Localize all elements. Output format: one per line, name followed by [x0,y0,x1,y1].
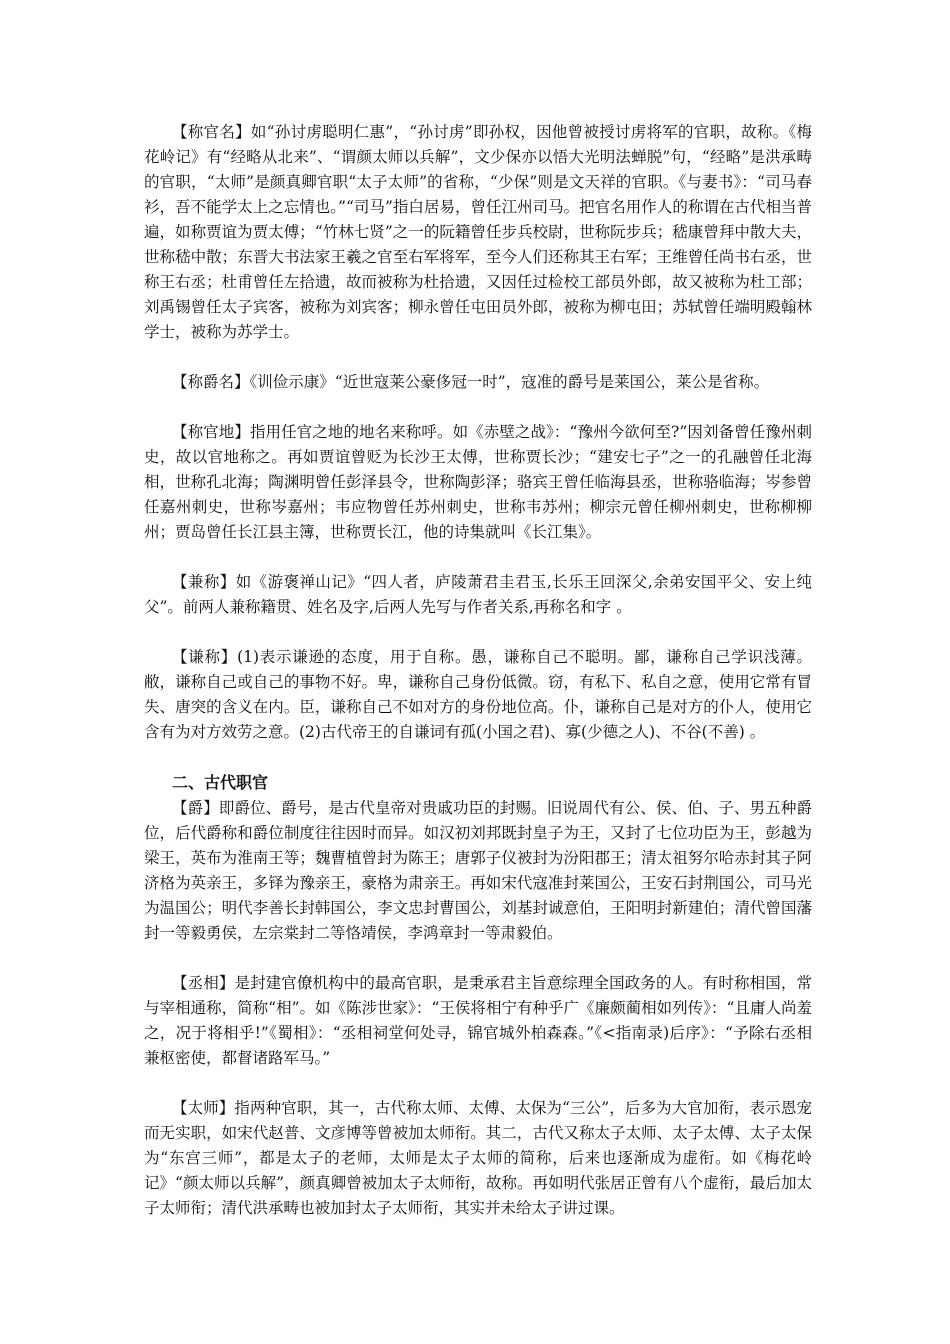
paragraph-tai-shi [144,1096,812,1221]
paragraph-text: (1)表示谦逊的态度，用于自称。愚，谦称自己不聪明。鄙，谦称自己学识浅薄。敝，谦称自己或自己的事物不好。卑，谦称自己身份低微。窃，有私下、私自之意，使用它常有冒失、唐突的含义在内。臣，谦称自己不如对方的身份地位高。仆，谦称自己是对方的仆人，使用它含有为对方效劳之意。(2)古代帝王的自谦词有孤(小国之君)、寡(少德之人)、不谷(不善) 。 [144,648,812,741]
term-label: 【丞相】 [172,974,235,992]
paragraph-text: 如“孙讨虏聪明仁惠”，“孙讨虏”即孙权，因他曾被授讨虏将军的官职，故称。《梅花岭记》有“经略从北来”、“谓颜太师以兵解”，文少保亦以悟大光明法蝉脱”句，“经略”是洪承畴的官职，“太师”是颜真卿官职“太子太师”的省称，“少保”则是文天祥的官职。《与妻书》：“司马春衫，吾不能学太上之忘情也。”“司马”指白居易，曾任江州司马。把官名用作人的称谓在古代相当普遍，如称贾谊为贾太傅；“竹林七贤”之一的阮籍曾任步兵校尉，世称阮步兵；嵇康曾拜中散大夫，世称嵇中散；东晋大书法家王羲之官至右军将军，至今人们还称其王右军；王维曾任尚书右丞，世称王右丞；杜甫曾任左拾遗，故而被称为杜拾遗，又因任过检校工部员外郎，故又被称为杜工部；刘禹锡曾任太子宾客，被称为刘宾客；柳永曾任屯田员外郎，被称为柳屯田；苏轼曾任端明殿翰林学士，被称为苏学士。 [144,123,812,341]
term-label: 【称爵名】 [172,373,250,391]
paragraph-cheng-xiang [144,971,812,1071]
term-label: 【谦称】 [172,648,238,666]
paragraph-cheng-guan-ming [144,120,812,345]
paragraph-text: 是封建官僚机构中的最高官职，是秉承君主旨意综理全国政务的人。有时称相国，常与宰相通称，简称“相”。如《陈涉世家》：“王侯将相宁有种乎广《廉颇蔺相如列传》：“且庸人尚羞之，况于将相乎!”《蜀相》：“丞相祠堂何处寻，锦官城外柏森森。”《<指南录)后序》：“予除右丞相兼枢密使，都督诸路军马。” [144,974,812,1067]
term-label: 【太师】 [172,1099,235,1117]
document-page [144,120,812,1221]
paragraph-text: 指两种官职，其一，古代称太师、太傅、太保为“三公”，后多为大官加衔，表示恩宠而无实职，如宋代赵普、文彦博等曾被加太师衔。其二，古代又称太子太师、太子太傅、太子太保为“东宫三师”，都是太子的老师，太师是太子太师的简称，后来也逐渐成为虚衔。如《梅花岭记》“颜太师以兵解”，颜真卿曾被加太子太师衔，故称。再如明代张居正曾有八个虚衔，最后加太子太师衔；清代洪承畴也被加封太子太师衔，其实并未给太子讲过课。 [144,1099,812,1217]
paragraph-jian-cheng [144,570,812,620]
term-label: 【称官名】 [172,123,251,141]
paragraph-cheng-guan-di [144,420,812,545]
paragraph-jue [144,796,812,946]
paragraph-text: 指用任官之地的地名来称呼。如《赤壁之战》：“豫州今欲何至?”因刘备曾任豫州刺史，故以官地称之。再如贾谊曾贬为长沙王太傅，世称贾长沙；“建安七子”之一的孔融曾任北海相，世称孔北海；陶渊明曾任彭泽县令，世称陶彭泽；骆宾王曾任临海县丞，世称骆临海；岑参曾任嘉州刺史，世称岑嘉州；韦应物曾任苏州刺史，世称韦苏州；柳宗元曾任柳州刺史，世称柳柳州；贾岛曾任长江县主簿，世称贾长江，他的诗集就叫《长江集》。 [144,423,812,541]
section-heading: 二、古代职官 [172,773,269,792]
term-label: 【兼称】 [172,573,236,591]
paragraph-text: 如《游褒禅山记》“四人者，庐陵萧君圭君玉,长乐王回深父,余弟安国平父、安上纯父”。前两人兼称籍贯、姓名及字,后两人先写与作者关系,再称名和字 。 [144,573,812,616]
term-label: 【爵】 [172,799,219,817]
term-label: 【称官地】 [172,423,250,441]
paragraph-cheng-jue-ming [144,370,812,395]
paragraph-qian-cheng [144,645,812,745]
paragraph-text: 即爵位、爵号，是古代皇帝对贵戚功臣的封赐。旧说周代有公、侯、伯、子、男五种爵位，后代爵称和爵位制度往往因时而异。如汉初刘邦既封皇子为王，又封了七位功臣为王，彭越为梁王，英布为淮南王等；魏曹植曾封为陈王；唐郭子仪被封为汾阳郡王；清太祖努尔哈赤封其子阿济格为英亲王，多铎为豫亲王，豪格为肃亲王。再如宋代寇准封莱国公，王安石封荆国公，司马光为温国公；明代李善长封韩国公，李文忠封曹国公，刘基封诚意伯，王阳明封新建伯；清代曾国藩封一等毅勇侯，左宗棠封二等恪靖侯，李鸿章封一等肃毅伯。 [144,799,812,942]
paragraph-text: 《训俭示康》“近世寇莱公豪侈冠一时”，寇准的爵号是莱国公，莱公是省称。 [249,373,770,391]
